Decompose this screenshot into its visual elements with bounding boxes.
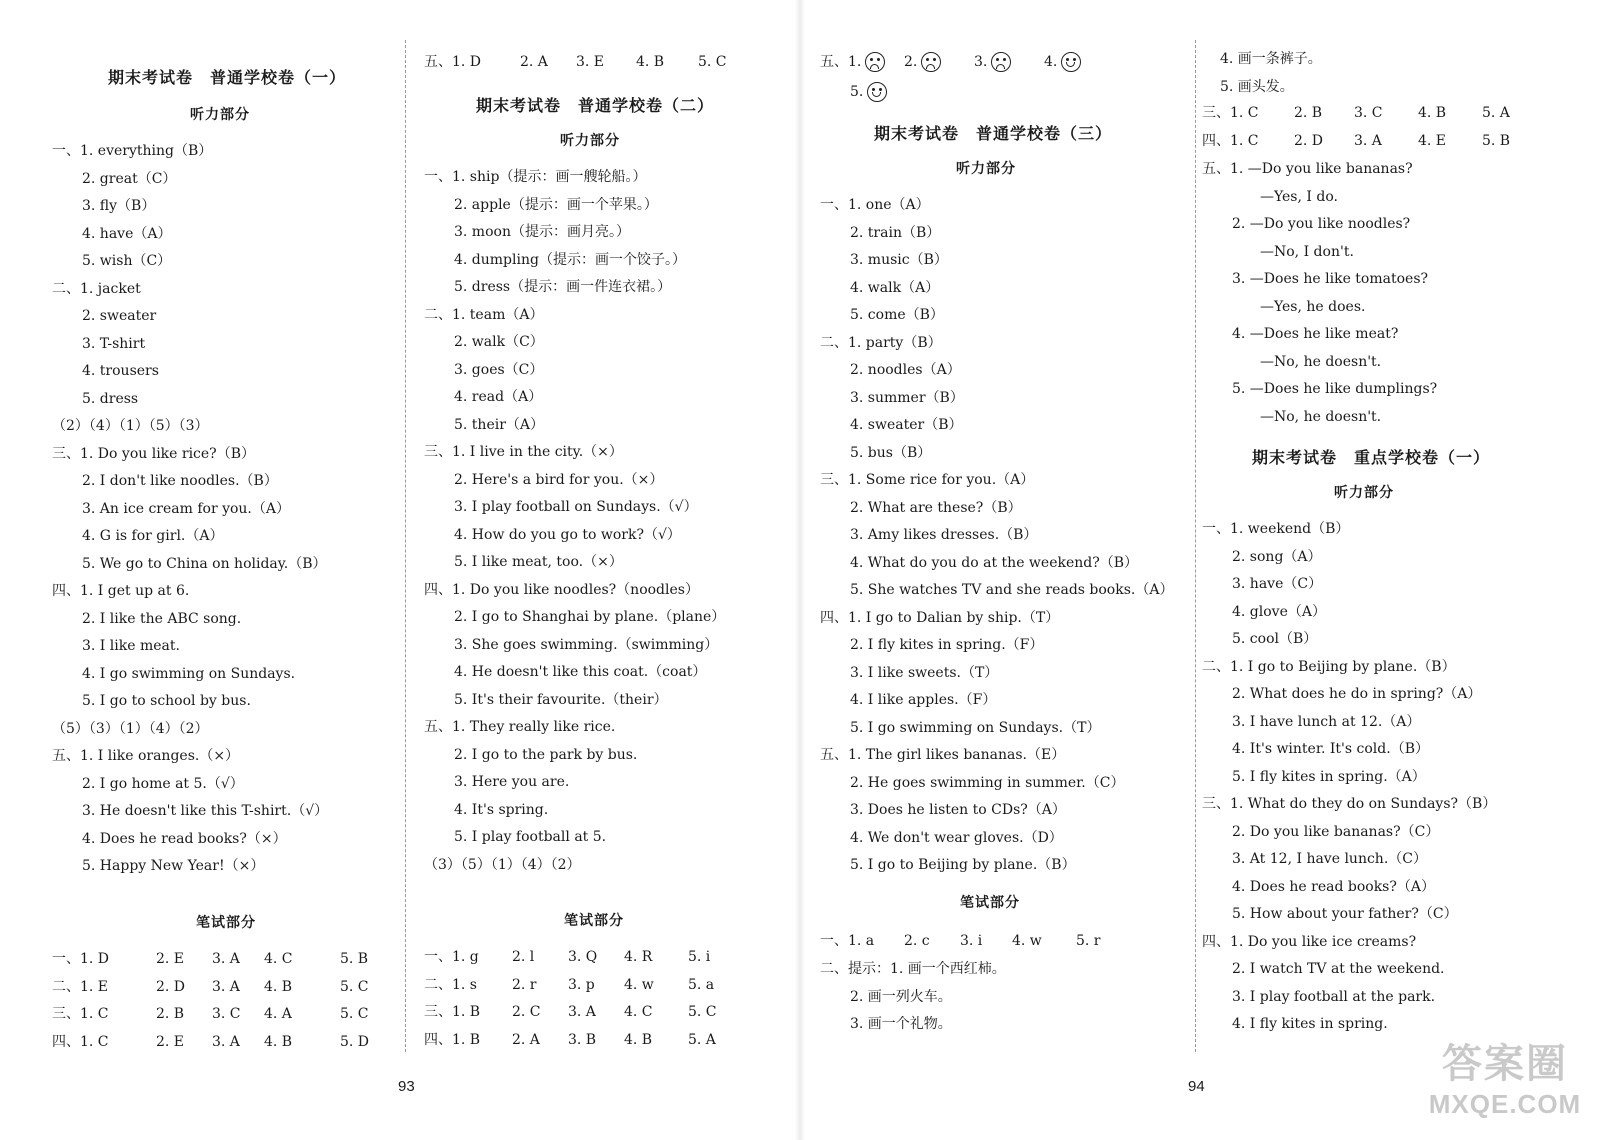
answer-line: 3. T-shirt — [82, 335, 146, 352]
answer-line: 3. Here you are. — [454, 774, 570, 790]
answer-line: 五、1. I like oranges.（×） — [52, 748, 240, 764]
answer-line: 5. bus（B） — [850, 444, 932, 461]
answer-cell: 4. B — [636, 54, 665, 70]
face-answer: 5. — [850, 82, 887, 102]
dialog-line: 3. —Does he like tomatoes? — [1232, 271, 1429, 287]
answer-cell: 2. r — [512, 976, 537, 993]
answer-line: 二、1. I go to Beijing by plane.（B） — [1202, 658, 1456, 675]
answer-cell: 2. B — [156, 1006, 185, 1022]
answer-cell: 二、1. E — [52, 978, 109, 995]
subsection-heading: 听力部分 — [956, 161, 1016, 177]
answer-line: 2. I fly kites in spring.（F） — [850, 637, 1044, 653]
answer-line: 3. goes（C） — [454, 361, 544, 378]
answer-cell: 5. C — [340, 978, 369, 995]
section-title: 期末考试卷 普通学校卷（二） — [476, 96, 715, 115]
answer-cell: 2. A — [520, 54, 548, 70]
answer-cell: 3. C — [1354, 105, 1383, 121]
answer-cell: 5. B — [340, 951, 369, 967]
answer-cell: 5. A — [688, 1031, 716, 1048]
answer-line: 2. I watch TV at the weekend. — [1232, 961, 1445, 977]
answer-line: 5. come（B） — [850, 307, 944, 323]
answer-line: 一、1. ship（提示：画一艘轮船。） — [424, 169, 647, 185]
answer-line: 3. summer（B） — [850, 389, 964, 406]
answer-cell: 4. w — [624, 976, 654, 993]
dialog-line: 五、1. —Do you like bananas? — [1202, 161, 1413, 177]
answer-line: 5. I go swimming on Sundays.（T） — [850, 719, 1101, 736]
answer-cell: 3. A — [212, 1033, 240, 1050]
answer-cell: 5. i — [688, 949, 711, 965]
face-answer: 4. — [1044, 52, 1081, 72]
answer-line: 4. 画一条裤子。 — [1220, 51, 1322, 67]
answer-cell: 4. B — [264, 978, 293, 995]
answer-line: 4. It's winter. It's cold.（B） — [1232, 741, 1429, 757]
face-answer: 2. — [904, 52, 941, 72]
answer-line: 3. I have lunch at 12.（A） — [1232, 713, 1421, 730]
answer-line: 2. apple（提示：画一个苹果。） — [454, 196, 658, 213]
answer-line: 4. read（A） — [454, 389, 543, 405]
answer-line: 4. He doesn't like this coat.（coat） — [454, 664, 707, 680]
subsection-heading: 笔试部分 — [960, 895, 1020, 911]
answer-line: 5. dress — [82, 390, 139, 407]
column-divider-right — [1195, 40, 1196, 1052]
answer-cell: 3. A — [212, 978, 240, 995]
answer-line: 2. train（B） — [850, 224, 941, 241]
answer-line: 4. How do you go to work?（√） — [454, 526, 681, 543]
answer-line: 3. I like sweets.（T） — [850, 664, 999, 681]
answer-cell: 2. l — [512, 949, 535, 965]
answer-line: 四、1. I get up at 6. — [52, 583, 190, 599]
answer-line: 四、1. Do you like noodles?（noodles） — [424, 581, 699, 598]
answer-line: 2. I go to Shanghai by plane.（plane） — [454, 609, 726, 625]
answer-cell: 2. A — [512, 1031, 540, 1048]
dialog-line: 2. —Do you like noodles? — [1232, 216, 1411, 232]
answer-cell: 二、1. s — [424, 976, 477, 993]
answer-line: （2）（4）（1）（5）（3） — [52, 418, 209, 434]
answer-line: 4. I fly kites in spring. — [1232, 1016, 1388, 1032]
answer-cell: 4. B — [264, 1033, 293, 1050]
answer-line: 3. An ice cream for you.（A） — [82, 500, 290, 517]
answer-line: 五、1. The girl likes bananas.（E） — [820, 747, 1066, 763]
section-title: 期末考试卷 重点学校卷（一） — [1252, 448, 1491, 467]
answer-line: 3. I play football on Sundays.（√） — [454, 499, 698, 515]
answer-cell: 2. B — [1294, 105, 1323, 121]
answer-cell: 3. A — [568, 1004, 596, 1020]
answer-line: （3）（5）（1）（4）（2） — [424, 856, 581, 873]
page-number-left: 93 — [398, 1078, 415, 1095]
answer-cell: 四、1. C — [1202, 132, 1259, 149]
answer-line: 3. She goes swimming.（swimming） — [454, 636, 719, 653]
answer-line: 4. Does he read books?（×） — [82, 830, 287, 847]
answer-cell: 一、1. g — [424, 949, 479, 965]
answer-line: 4. G is for girl.（A） — [82, 528, 224, 544]
answer-line: 4. dumpling（提示：画一个饺子。） — [454, 251, 686, 268]
answer-line: 3. music（B） — [850, 252, 948, 268]
answer-cell: 3. p — [568, 976, 595, 993]
section-title: 期末考试卷 普通学校卷（三） — [874, 124, 1113, 143]
answer-cell: 4. R — [624, 949, 653, 965]
answer-line: 2. Here's a bird for you.（×） — [454, 471, 664, 488]
answer-line: 三、1. Some rice for you.（A） — [820, 472, 1035, 488]
answer-cell: 三、1. C — [52, 1006, 109, 1022]
smiley-face-icon — [1061, 52, 1081, 72]
answer-line: 三、1. I live in the city.（×） — [424, 444, 623, 460]
column-divider-left — [405, 40, 406, 1052]
answer-line: 四、1. Do you like ice creams? — [1202, 933, 1417, 950]
subsection-heading: 听力部分 — [560, 133, 620, 149]
dialog-line: —Yes, I do. — [1260, 188, 1338, 205]
answer-cell: 5. C — [698, 54, 727, 70]
answer-cell: 4. E — [1418, 132, 1447, 149]
dialog-line: —Yes, he does. — [1260, 298, 1366, 315]
answer-line: 2. 画一列火车。 — [850, 988, 952, 1005]
answer-cell: 2. D — [1294, 132, 1324, 149]
answer-cell: 3. C — [212, 1006, 241, 1022]
answer-line: 四、1. I go to Dalian by ship.（T） — [820, 609, 1060, 626]
section-title: 期末考试卷 普通学校卷（一） — [108, 68, 347, 87]
dialog-line: 4. —Does he like meat? — [1232, 326, 1399, 342]
answer-cell: 4. C — [264, 951, 293, 967]
answer-line: 3. Does he listen to CDs?（A） — [850, 802, 1066, 818]
answer-line: 2. noodles（A） — [850, 362, 961, 378]
answer-line: 5. I go to Beijing by plane.（B） — [850, 857, 1076, 873]
answer-line: 2. What does he do in spring?（A） — [1232, 686, 1482, 702]
answer-line: 5. How about your father?（C） — [1232, 906, 1458, 922]
answer-cell: 5. r — [1076, 933, 1101, 949]
answer-line: 4. have（A） — [82, 225, 172, 242]
watermark-logo: 答案圈 MXQE.COM — [1428, 1042, 1582, 1119]
sad-face-icon — [991, 52, 1011, 72]
smiley-face-icon — [867, 82, 887, 102]
subsection-heading: 笔试部分 — [196, 915, 256, 931]
answer-cell: 一、1. a — [820, 933, 875, 949]
answer-cell: 2. D — [156, 978, 186, 995]
answer-cell: 5. a — [688, 976, 715, 993]
answer-line: 二、1. team（A） — [424, 306, 544, 323]
subsection-heading: 听力部分 — [1334, 485, 1394, 501]
answer-line: 2. He goes swimming in summer.（C） — [850, 774, 1125, 791]
answer-cell: 四、1. C — [52, 1033, 109, 1050]
face-answer: 3. — [974, 52, 1011, 72]
answer-line: 2. sweater — [82, 308, 157, 324]
answer-cell: 3. A — [212, 951, 240, 967]
answer-cell: 四、1. B — [424, 1031, 481, 1048]
dialog-line: —No, I don't. — [1260, 243, 1354, 260]
answer-cell: 3. A — [1354, 132, 1382, 149]
answer-line: 4. It's spring. — [454, 801, 549, 818]
answer-line: 5. I play football at 5. — [454, 829, 607, 845]
subsection-heading: 笔试部分 — [564, 913, 624, 929]
answer-cell: 5. A — [1482, 105, 1510, 121]
answer-cell: 5. B — [1482, 132, 1511, 149]
answer-line: 二、1. party（B） — [820, 334, 942, 351]
sad-face-icon — [921, 52, 941, 72]
answer-line: 3. He doesn't like this T-shirt.（√） — [82, 803, 329, 819]
answer-cell: 2. E — [156, 951, 185, 967]
answer-line: 5. dress（提示：画一件连衣裙。） — [454, 279, 672, 295]
answer-line: 4. Does he read books?（A） — [1232, 878, 1435, 895]
answer-line: 4. sweater（B） — [850, 417, 963, 433]
answer-line: 2. song（A） — [1232, 548, 1322, 565]
answer-line: 2. I don't like noodles.（B） — [82, 473, 278, 489]
answer-line: 二、提示：1. 画一个西红柿。 — [820, 961, 1006, 977]
answer-line: 3. Amy likes dresses.（B） — [850, 527, 1038, 543]
answer-cell: 3. i — [960, 933, 983, 949]
answer-line: 4. glove（A） — [1232, 603, 1326, 620]
answer-cell: 4. A — [264, 1006, 292, 1022]
answer-line: 5. I fly kites in spring.（A） — [1232, 768, 1426, 785]
answer-line: 3. 画一个礼物。 — [850, 1016, 952, 1032]
subsection-heading: 听力部分 — [190, 107, 250, 123]
answer-line: 3. have（C） — [1232, 576, 1323, 592]
answer-cell: 一、1. D — [52, 951, 110, 967]
answer-cell: 5. D — [340, 1033, 370, 1050]
answer-line: 2. I go to the park by bus. — [454, 746, 638, 763]
answer-cell: 3. Q — [568, 949, 598, 965]
answer-cell: 三、1. B — [424, 1004, 481, 1020]
answer-cell: 2. C — [512, 1004, 541, 1020]
answer-line: 一、1. one（A） — [820, 197, 930, 213]
answer-line: 4. trousers — [82, 363, 159, 379]
answer-line: 3. I like meat. — [82, 638, 180, 654]
answer-line: 5. She watches TV and she reads books.（A） — [850, 582, 1174, 598]
answer-line: 五、1. They really like rice. — [424, 719, 616, 735]
answer-line: 4. I go swimming on Sundays. — [82, 665, 296, 682]
answer-cell: 3. E — [576, 54, 605, 70]
answer-line: 一、1. weekend（B） — [1202, 521, 1350, 537]
answer-line: 一、1. everything（B） — [52, 143, 213, 159]
answer-line: 4. We don't wear gloves.（D） — [850, 829, 1063, 846]
answer-cell: 2. c — [904, 933, 930, 949]
answer-line: 5. We go to China on holiday.（B） — [82, 555, 327, 572]
answer-cell: 5. C — [688, 1004, 717, 1020]
book-gutter — [795, 0, 805, 1140]
answer-line: 5. I go to school by bus. — [82, 693, 251, 709]
answer-cell: 4. w — [1012, 933, 1042, 949]
answer-line: 5. wish（C） — [82, 253, 172, 269]
answer-line: （5）（3）（1）（4）（2） — [52, 720, 209, 737]
answer-line: 4. I like apples.（F） — [850, 692, 997, 708]
answer-line: 5. cool（B） — [1232, 631, 1318, 647]
answer-line: 二、1. jacket — [52, 280, 141, 297]
answer-line: 5. 画头发。 — [1220, 78, 1294, 95]
answer-cell: 2. E — [156, 1033, 185, 1050]
answer-line: 2. I like the ABC song. — [82, 610, 242, 627]
page-number-right: 94 — [1188, 1078, 1205, 1095]
answer-cell: 4. B — [1418, 105, 1447, 121]
answer-line: 3. moon（提示：画月亮。） — [454, 224, 630, 240]
face-answer: 五、1. — [820, 52, 885, 72]
dialog-line: —No, he doesn't. — [1260, 408, 1382, 425]
answer-line: 5. I like meat, too.（×） — [454, 554, 623, 570]
answer-line: 2. I go home at 5.（√） — [82, 775, 244, 792]
answer-cell: 五、1. D — [424, 54, 482, 70]
answer-line: 2. great（C） — [82, 170, 177, 187]
sad-face-icon — [865, 52, 885, 72]
answer-line: 3. I play football at the park. — [1232, 988, 1436, 1005]
answer-line: 2. What are these?（B） — [850, 499, 1022, 516]
answer-line: 3. At 12, I have lunch.（C） — [1232, 851, 1427, 867]
answer-line: 三、1. Do you like rice?（B） — [52, 445, 255, 462]
dialog-line: 5. —Does he like dumplings? — [1232, 381, 1438, 397]
answer-line: 2. Do you like bananas?（C） — [1232, 823, 1440, 840]
answer-cell: 4. B — [624, 1031, 653, 1048]
answer-cell: 4. C — [624, 1004, 653, 1020]
answer-cell: 5. C — [340, 1006, 369, 1022]
dialog-line: —No, he doesn't. — [1260, 353, 1382, 370]
answer-line: 2. walk（C） — [454, 334, 544, 350]
answer-cell: 三、1. C — [1202, 105, 1259, 121]
answer-line: 5. Happy New Year!（×） — [82, 858, 265, 874]
answer-line: 3. fly（B） — [82, 198, 156, 214]
answer-line: 5. their（A） — [454, 416, 545, 433]
answer-line: 4. What do you do at the weekend?（B） — [850, 554, 1139, 571]
answer-line: 4. walk（A） — [850, 279, 940, 296]
answer-line: 5. It's their favourite.（their） — [454, 691, 668, 708]
answer-cell: 3. B — [568, 1031, 597, 1048]
answer-line: 三、1. What do they do on Sundays?（B） — [1202, 796, 1497, 812]
